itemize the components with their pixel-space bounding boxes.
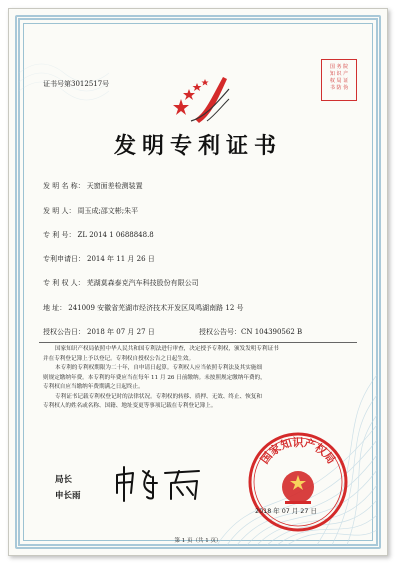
field-label: 专 利 权 人： xyxy=(43,279,85,287)
seal-date: 2018 年 07 月 27 日 xyxy=(255,507,317,515)
filing-date-value: 2014 年 11 月 26 日 xyxy=(87,255,155,263)
patentee-value: 芜湖莫森泰克汽车科技股份有限公司 xyxy=(86,279,199,287)
invention-name-value: 天窗面差检测装置 xyxy=(86,182,143,190)
guilloche-pattern-icon xyxy=(19,19,109,109)
body-line: 本专利的专利权期限为二十年，自申请日起算。专利权人应当依照专利法及其实施细 xyxy=(55,365,262,371)
anti-counterfeit-stamp xyxy=(321,59,357,101)
body-line: 专利权人的姓名或名称、国籍、地址变更等事项记载在专利登记簿上。 xyxy=(43,403,217,409)
field-label: 专利申请日： xyxy=(43,255,85,263)
svg-text:国家知识产权局: 国家知识产权局 xyxy=(258,436,338,467)
patent-number-value: ZL 2014 1 0688848.8 xyxy=(77,231,154,239)
address-value: 241009 安徽省芜湖市经济技术开发区凤鸣湖南路 12 号 xyxy=(68,304,244,312)
certificate-body xyxy=(43,345,355,412)
filing-date-row xyxy=(43,254,155,264)
field-label: 地 址： xyxy=(43,304,67,312)
certificate-sheet xyxy=(8,8,388,556)
patent-emblem-icon xyxy=(171,69,231,125)
patent-number-row xyxy=(43,230,154,240)
grant-number-value: CN 104390562 B xyxy=(241,328,303,336)
field-label: 授权公告号： xyxy=(199,328,241,336)
stamp-line: 权 局 证 xyxy=(329,78,349,84)
page-number: 第 1 页（共 1 页） xyxy=(174,538,222,544)
director-signature-icon xyxy=(113,463,205,503)
stamp-line: 知 识 产 xyxy=(329,71,349,77)
field-label: 发 明 人： xyxy=(43,207,76,215)
patentee-row xyxy=(43,278,199,288)
stamp-line: 书 防 伪 xyxy=(329,85,349,91)
certificate-title: 发明专利证书 xyxy=(113,133,282,159)
body-line: 国家知识产权局依照中华人民共和国专利法进行审查，决定授予专利权，颁发发明专利证书 xyxy=(55,346,279,352)
inventors-value: 周玉成;邵文彬;朱平 xyxy=(77,207,139,215)
grant-number-row xyxy=(199,327,302,337)
body-line: 专利证书记载专利权登记时的法律状况。专利权的转移、质押、无效、终止、恢复和 xyxy=(55,393,262,400)
grant-date-value: 2018 年 07 月 27 日 xyxy=(87,328,155,336)
body-line: 并在专利登记簿上予以登记。专利权自授权公告之日起生效。 xyxy=(43,355,195,362)
address-row xyxy=(43,303,244,313)
director-name: 申长雨 xyxy=(55,491,81,501)
section-divider xyxy=(39,342,357,343)
body-line: 则规定缴纳年费。本专利的年费应当在每年 11 月 26 日前缴纳。未按照规定缴纳年费的， xyxy=(43,374,266,381)
director-title: 局长 xyxy=(55,475,73,485)
field-label: 专 利 号： xyxy=(43,231,76,239)
field-label: 授权公告日： xyxy=(43,328,85,336)
grant-date-row xyxy=(43,327,155,337)
body-line: 专利权自应当缴纳年费期满之日起终止。 xyxy=(43,384,144,390)
certificate-number: 证书号第3012517号 xyxy=(43,80,110,88)
official-seal-icon xyxy=(245,429,351,535)
invention-name-row xyxy=(43,181,143,191)
field-label: 发 明 名 称： xyxy=(43,182,85,190)
inventors-row xyxy=(43,206,138,216)
stamp-line: 国 务 院 xyxy=(329,64,349,70)
